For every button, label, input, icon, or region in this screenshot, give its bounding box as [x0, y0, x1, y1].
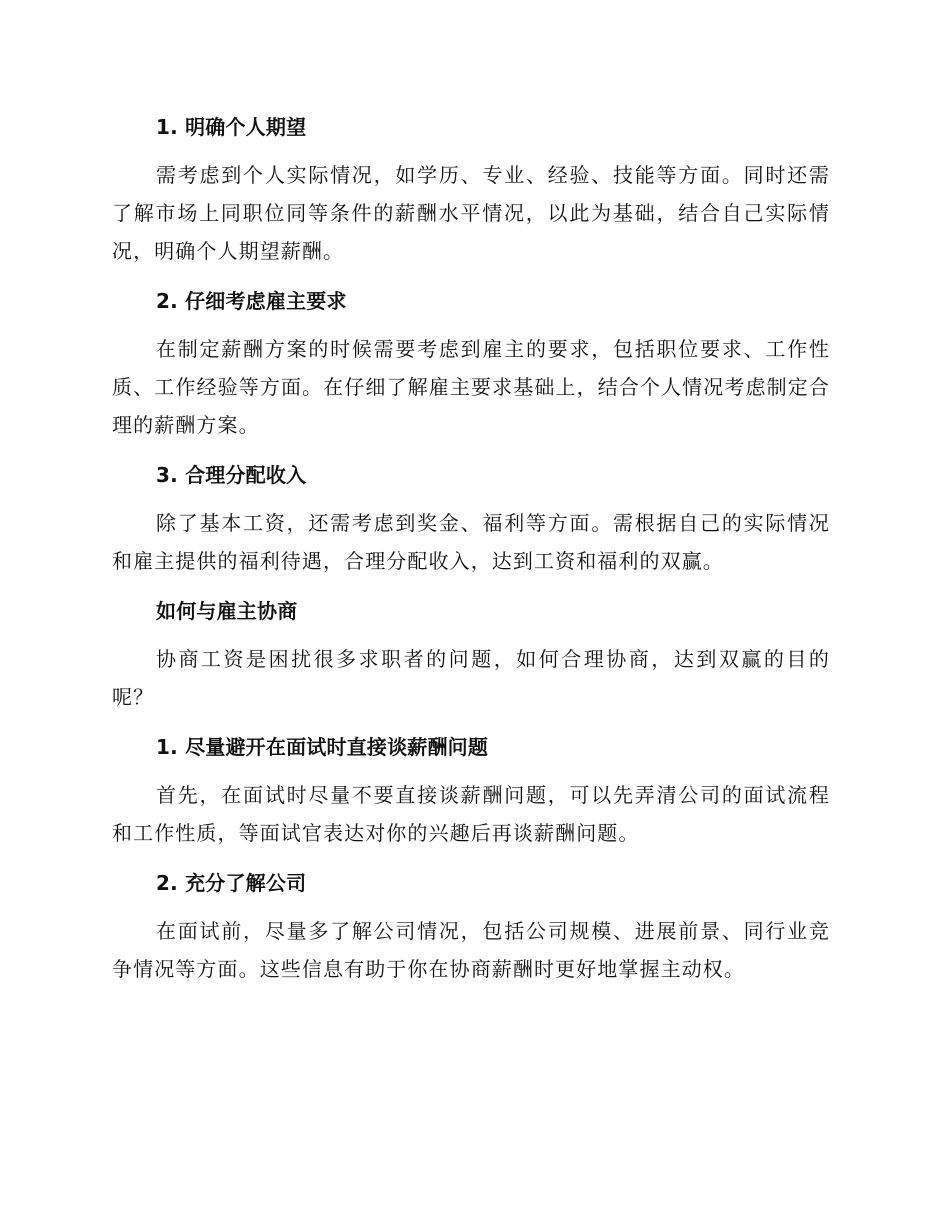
section-paragraph: 除了基本工资，还需考虑到奖金、福利等方面。需根据自己的实际情况和雇主提供的福利待遇，合理分配收入，达到工资和福利的双赢。 — [112, 511, 830, 573]
section-paragraph: 在制定薪酬方案的时候需要考虑到雇主的要求，包括职位要求、工作性质、工作经验等方面。在仔细了解雇主要求基础上，结合个人情况考虑制定合理的薪酬方案。 — [112, 337, 830, 437]
section-paragraph: 协商工资是困扰很多求职者的问题，如何合理协商，达到双赢的目的呢？ — [112, 647, 830, 709]
section-paragraph: 首先，在面试时尽量不要直接谈薪酬问题，可以先弄清公司的面试流程和工作性质，等面试官表达对你的兴趣后再谈薪酬问题。 — [112, 783, 830, 845]
section-heading: 2. 充分了解公司 — [156, 871, 307, 895]
section-employer-requirements — [112, 282, 830, 456]
section-heading: 3. 合理分配收入 — [156, 463, 307, 487]
section-paragraph: 需考虑到个人实际情况，如学历、专业、经验、技能等方面。同时还需了解市场上同职位同等条件的薪酬水平情况，以此为基础，结合自己实际情况，明确个人期望薪酬。 — [112, 163, 830, 263]
section-paragraph: 在面试前，尽量多了解公司情况，包括公司规模、进展前景、同行业竞争情况等方面。这些信息有助于你在协商薪酬时更好地掌握主动权。 — [112, 919, 830, 981]
section-expectation — [112, 108, 830, 282]
document-body — [112, 108, 830, 988]
section-heading: 如何与雇主协商 — [156, 599, 298, 623]
section-heading: 2. 仔细考虑雇主要求 — [156, 289, 347, 313]
section-heading: 1. 尽量避开在面试时直接谈薪酬问题 — [156, 735, 489, 759]
section-income-allocation — [112, 456, 830, 592]
section-heading: 1. 明确个人期望 — [156, 115, 307, 139]
section-negotiation — [112, 592, 830, 728]
section-avoid-salary-in-interview — [112, 728, 830, 864]
section-know-company — [112, 864, 830, 988]
